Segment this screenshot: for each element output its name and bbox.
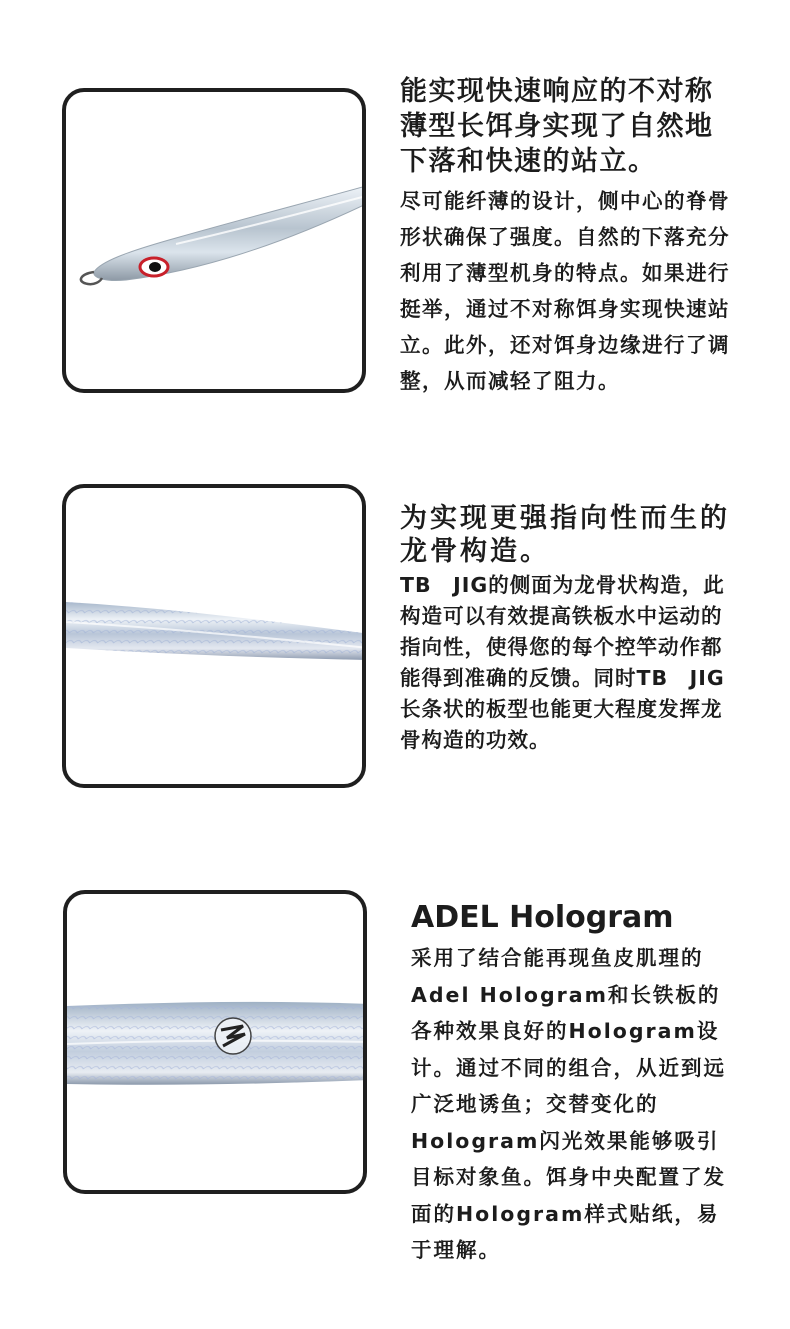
hologram-sticker-icon xyxy=(67,894,367,1194)
section-body: 采用了结合能再现鱼皮肌理的Adel Hologram和长铁板的各种效果良好的Hologram设计。通过不同的组合，从近到远广泛地诱鱼；交替变化的Hologram闪光效果能够吸引目标对象鱼。饵身中央配置了发面的Hologram样式贴纸，易于理解。 xyxy=(411,946,726,1262)
section-body: TB JIG的侧面为龙骨状构造，此构造可以有效提高铁板水中运动的指向性，使得您的每个控竿动作都能得到准确的反馈。同时TB JIG长条状的板型也能更大程度发挥龙骨构造的功效。 xyxy=(400,573,725,752)
jig-head-icon xyxy=(66,92,366,393)
keel-side-icon xyxy=(66,488,366,788)
lure-image-frame-2 xyxy=(62,484,366,788)
section-title: 能实现快速响应的不对称薄型长饵身实现了自然地下落和快速的站立。 xyxy=(400,76,714,177)
lure-image-frame-1 xyxy=(62,88,366,393)
lure-image-frame-3 xyxy=(63,890,367,1194)
section-body: 尽可能纤薄的设计，侧中心的脊骨形状确保了强度。自然的下落充分利用了薄型机身的特点。如果进行挺举，通过不对称饵身实现快速站立。此外，还对饵身边缘进行了调整，从而减轻了阻力。 xyxy=(400,189,730,393)
section-title: 为实现更强指向性而生的龙骨构造。 xyxy=(400,503,730,567)
section-title: ADEL Hologram xyxy=(411,900,674,935)
